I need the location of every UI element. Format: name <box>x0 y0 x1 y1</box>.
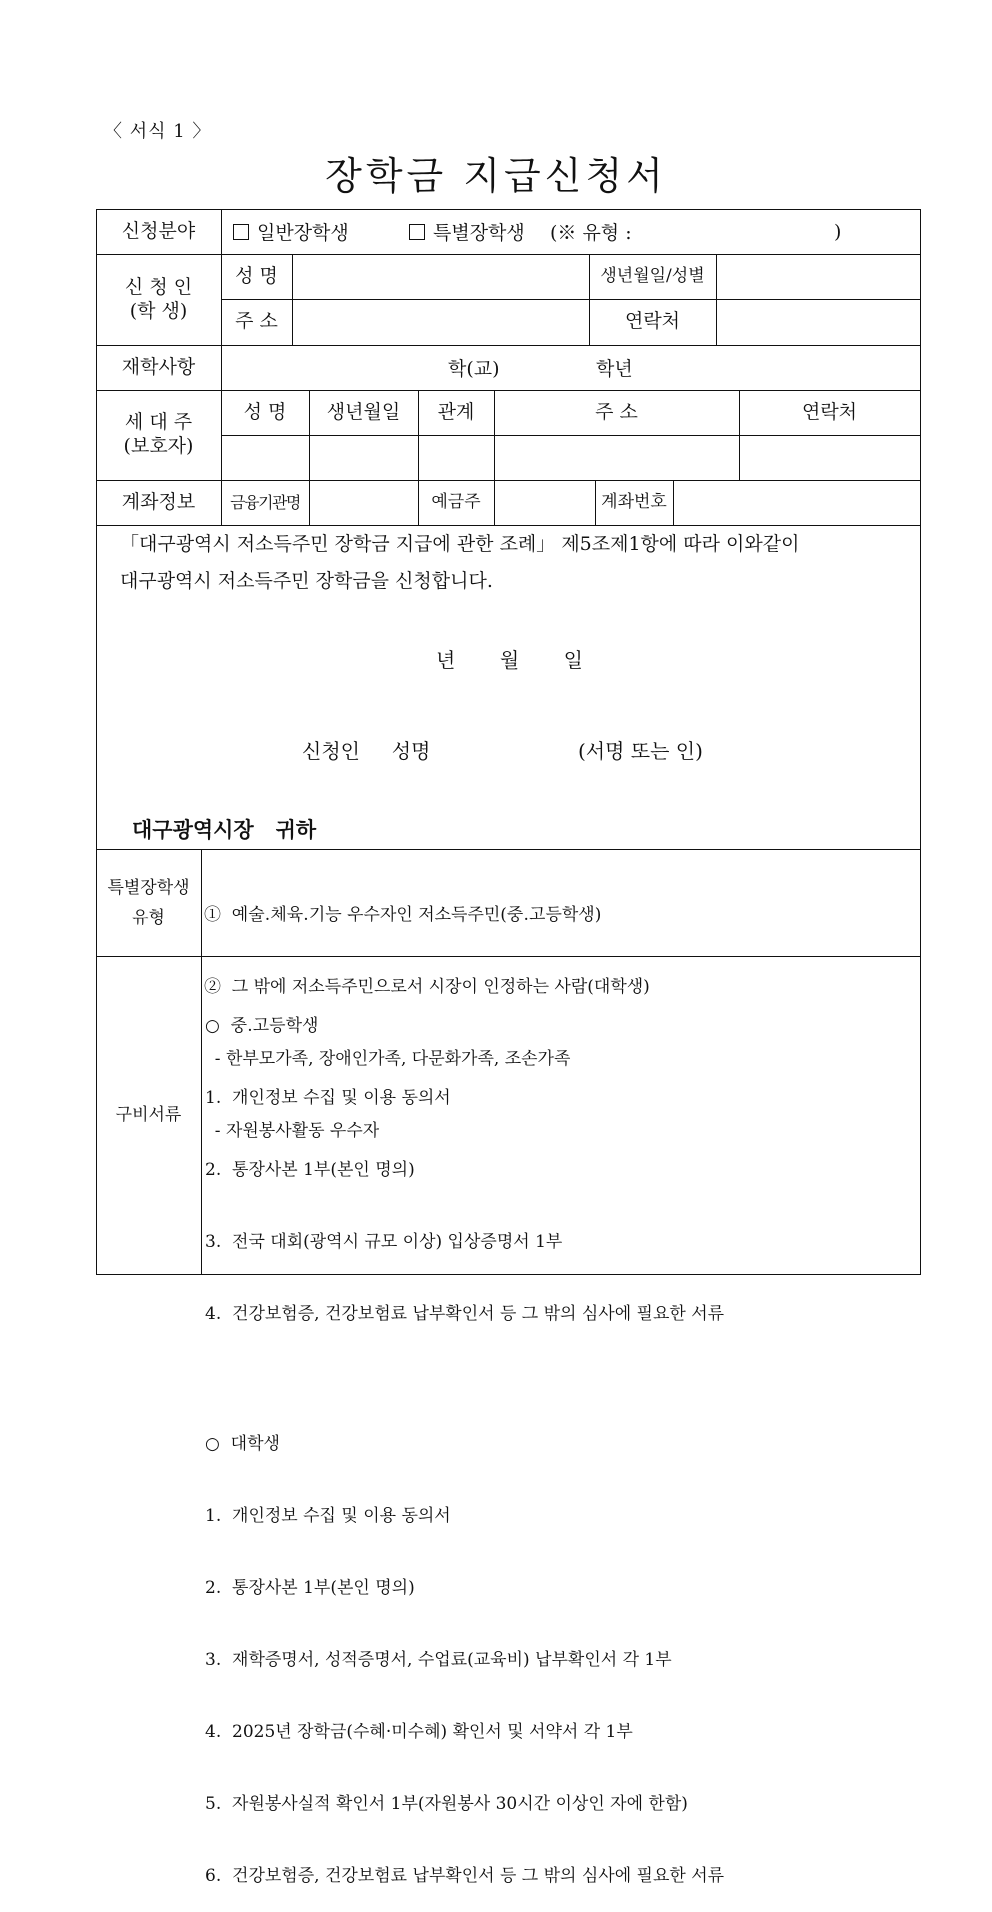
enrollment-label: 재학사항 <box>121 355 196 378</box>
applicant-address-field[interactable] <box>293 299 589 345</box>
guardian-relation-header: 관계 <box>437 400 475 423</box>
guardian-label-line1: 세 대 주 <box>124 411 193 434</box>
guardian-address-header: 주 소 <box>595 400 638 423</box>
applicant-name-field[interactable] <box>293 254 589 299</box>
guardian-contact-field[interactable] <box>740 436 920 480</box>
list-spacer <box>205 1374 724 1384</box>
list-item: 4. 건강보험증, 건강보험료 납부확인서 등 그 밖의 심사에 필요한 서류 <box>205 1304 725 1324</box>
guardian-name-field[interactable] <box>222 436 308 480</box>
list-item: 4. 2025년 장학금(수혜·미수혜) 확인서 및 서약서 각 1부 <box>205 1722 633 1742</box>
documents-label: 구비서류 <box>115 1104 182 1125</box>
page-title: 장학금 지급신청서 <box>325 154 667 198</box>
general-scholarship-checkbox[interactable] <box>233 224 249 240</box>
required-documents-list <box>205 966 724 1912</box>
applicant-contact-field[interactable] <box>717 299 920 345</box>
general-scholarship-label: 일반장학생 <box>257 222 349 244</box>
list-item: 2. 통장사본 1부(본인 명의) <box>205 1578 415 1598</box>
enrollment-grade-suffix: 학년 <box>596 358 633 380</box>
row-divider <box>96 849 921 850</box>
special-type-label-line1: 특별장학생 <box>107 877 190 898</box>
category-label: 신청분야 <box>121 219 196 242</box>
signer-name-label: 신청인 성명 <box>302 739 431 763</box>
list-item: 3. 전국 대회(광역시 규모 이상) 입상증명서 1부 <box>205 1232 563 1252</box>
bank-name-label: 금융기관명 <box>230 492 300 512</box>
list-item: 5. 자원봉사실적 확인서 1부(자원봉사 30시간 이상인 자에 한함) <box>205 1794 688 1814</box>
special-type-label-line2: 유형 <box>132 907 165 928</box>
guardian-label-line2: (보호자) <box>123 435 194 457</box>
addressee: 대구광역시장 귀하 <box>132 818 317 842</box>
guardian-relation-field[interactable] <box>419 436 493 480</box>
middle-high-heading: ○ 중․고등학생 <box>205 1016 319 1036</box>
account-holder-field[interactable] <box>495 481 594 525</box>
applicant-label-line1: 신 청 인 <box>124 275 193 298</box>
applicant-label <box>96 254 221 345</box>
statement-line-1: 「대구광역시 저소득주민 장학금 지급에 관한 조례」 제5조제1항에 따라 이와같이 <box>120 533 800 555</box>
special-type-note-open: (※ 유형 : <box>550 222 632 244</box>
special-type-note-close: ) <box>834 220 842 243</box>
applicant-label-line2: (학 생) <box>129 299 188 322</box>
signature-note: (서명 또는 인) <box>578 739 703 763</box>
account-number-label: 계좌번호 <box>601 491 667 512</box>
list-item: 3. 재학증명서, 성적증명서, 수업료(교육비) 납부확인서 각 1부 <box>205 1650 672 1670</box>
list-item: 6. 건강보험증, 건강보험료 납부확인서 등 그 밖의 심사에 필요한 서류 <box>205 1866 725 1886</box>
form-number-label: 〈 서식 1 〉 <box>104 121 212 142</box>
applicant-birth-gender-field[interactable] <box>717 254 920 299</box>
account-holder-label: 예금주 <box>431 491 481 512</box>
list-item: ② 그 밖에 저소득주민으로서 시장이 인정하는 사람(대학생) <box>204 977 650 997</box>
bank-name-field[interactable] <box>310 481 417 525</box>
enrollment-school-suffix: 학(교) <box>448 358 500 380</box>
guardian-birth-field[interactable] <box>310 436 417 480</box>
list-item: - 자원봉사활동 우수자 <box>204 1121 380 1141</box>
list-item: 1. 개인정보 수집 및 이용 동의서 <box>205 1088 451 1108</box>
list-item: 2. 통장사본 1부(본인 명의) <box>205 1160 415 1180</box>
list-item: 1. 개인정보 수집 및 이용 동의서 <box>205 1506 451 1526</box>
guardian-label <box>96 390 221 480</box>
guardian-name-header: 성 명 <box>243 400 287 423</box>
list-item: - 한부모가족, 장애인가족, 다문화가족, 조손가족 <box>204 1049 571 1069</box>
applicant-name-label: 성 명 <box>235 264 278 287</box>
guardian-contact-header: 연락처 <box>801 400 858 423</box>
general-scholarship-option[interactable] <box>233 209 349 254</box>
special-scholarship-label: 특별장학생 <box>433 222 525 244</box>
applicant-birth-gender-label: 생년월일/성별 <box>600 265 705 286</box>
account-label: 계좌정보 <box>121 490 196 513</box>
applicant-address-label: 주 소 <box>235 310 278 333</box>
guardian-birth-header: 생년월일 <box>326 400 401 423</box>
special-scholarship-checkbox[interactable] <box>409 224 425 240</box>
guardian-address-field[interactable] <box>495 436 738 480</box>
applicant-contact-label: 연락처 <box>624 310 681 333</box>
column-divider <box>201 849 202 1275</box>
statement-line-2: 대구광역시 저소득주민 장학금을 신청합니다. <box>120 570 493 592</box>
list-item: ① 예술․체육․기능 우수자인 저소득주민(중․고등학생) <box>204 905 602 925</box>
special-scholarship-option[interactable] <box>409 209 525 254</box>
account-number-field[interactable] <box>674 481 920 525</box>
application-date-line: 년 월 일 <box>436 648 583 672</box>
special-type-label <box>96 849 201 956</box>
university-heading: ○ 대학생 <box>205 1434 280 1454</box>
